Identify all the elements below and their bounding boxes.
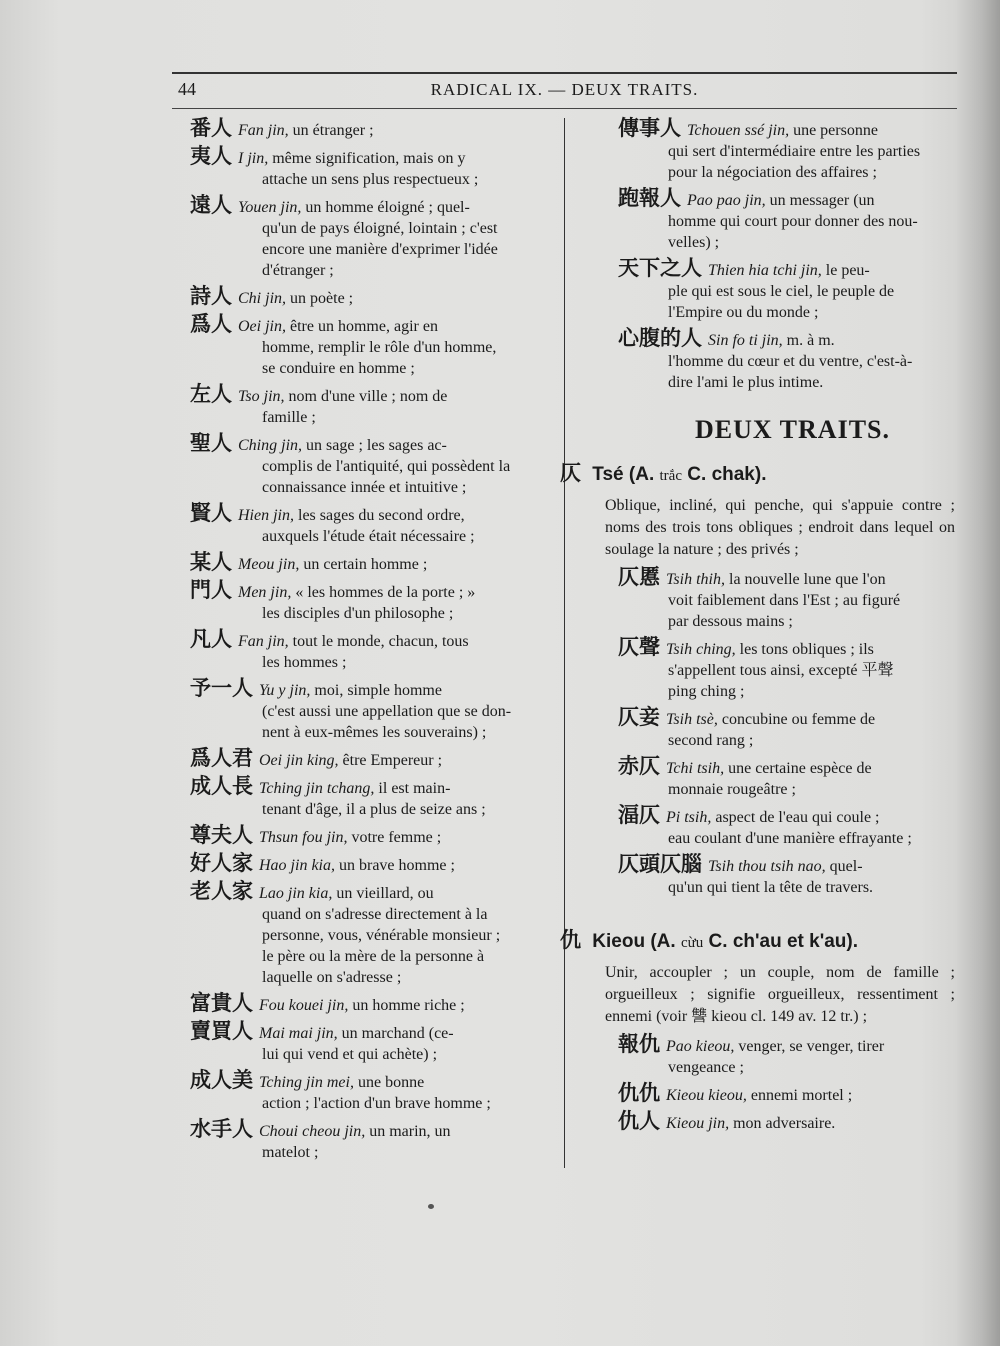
dictionary-entry xyxy=(560,567,955,632)
entry-text: un homme éloigné ; quel- xyxy=(305,199,470,216)
entry-text: aspect de l'eau qui coule ; xyxy=(715,809,880,826)
entry-romanization: Thien hia tchi jin, xyxy=(708,262,822,279)
entry-first-line xyxy=(618,707,955,730)
entry-first-line xyxy=(190,748,555,771)
entry-romanization: Oei jin, xyxy=(238,318,286,335)
entry-text: un brave homme ; xyxy=(339,857,455,874)
entry-romanization: Oei jin king, xyxy=(259,752,339,769)
entry-romanization: Tchi tsih, xyxy=(666,760,725,777)
entry-first-line xyxy=(190,881,555,904)
entry-hanzi: 賣買人 xyxy=(190,1019,253,1043)
entry-first-line xyxy=(190,825,555,848)
entry-romanization: Tching jin mei, xyxy=(259,1074,354,1091)
entry-romanization: I jin, xyxy=(238,150,269,167)
entry-romanization: Lao jin kia, xyxy=(259,885,333,902)
entry-first-line xyxy=(618,1083,955,1106)
radical-glyph: 仇 xyxy=(560,928,581,952)
radical-definition: Unir, accoupler ; un couple, nom de famille ; orgueilleux ; signifie orgueilleux, ressentiment ; ennemi (voir 讐 kieou cl. 149 av. 12 tr.) ; xyxy=(605,964,955,1025)
entry-first-line xyxy=(190,776,555,799)
entry-continuation: l'homme du cœur et du ventre, c'est-à- xyxy=(668,353,913,370)
entry-first-line xyxy=(618,756,955,779)
dictionary-entry xyxy=(560,756,955,800)
entry-text: un certain homme ; xyxy=(303,556,428,573)
entry-first-line xyxy=(190,993,555,1016)
entry-first-line xyxy=(190,384,555,407)
entry-hanzi: 門人 xyxy=(190,578,232,602)
cantonese-reading: chak). xyxy=(711,464,767,485)
entry-hanzi: 詩人 xyxy=(190,284,232,308)
entry-hanzi: 老人家 xyxy=(190,879,253,903)
entry-romanization: Tso jin, xyxy=(238,388,285,405)
entry-text: concubine ou femme de xyxy=(721,711,876,728)
entry-hanzi: 心腹的人 xyxy=(618,326,702,350)
cantonese-label: C. xyxy=(687,464,707,485)
entry-romanization: Chi jin, xyxy=(238,290,287,307)
spine-shadow xyxy=(955,0,1000,1346)
entry-first-line xyxy=(190,1070,555,1093)
entry-first-line xyxy=(618,637,955,660)
entry-continuation: monnaie rougeâtre ; xyxy=(668,781,796,798)
dictionary-entry xyxy=(190,384,555,428)
entry-romanization: Pao pao jin, xyxy=(687,192,766,209)
dictionary-entry xyxy=(560,258,955,323)
dictionary-entry xyxy=(190,748,555,771)
entry-romanization: Tsih ching, xyxy=(666,641,736,658)
entry-continuation: pour la négociation des affaires ; xyxy=(668,164,877,181)
entry-first-line xyxy=(618,1034,955,1057)
entry-continuation: connaissance innée et intuitive ; xyxy=(262,479,467,496)
annamite-label: (A. xyxy=(628,464,655,485)
entry-continuation: qu'un de pays éloigné, lointain ; c'est xyxy=(262,220,498,237)
entry-text: une personne xyxy=(793,122,878,139)
entry-continuation: complis de l'antiquité, qui possèdent la xyxy=(262,458,511,475)
entry-hanzi: 聖人 xyxy=(190,431,232,455)
entry-continuation: qui sert d'intermédiaire entre les parties xyxy=(668,143,921,160)
entry-continuation: laquelle on s'adresse ; xyxy=(262,969,402,986)
annamite-reading: cừu xyxy=(680,935,704,951)
entry-romanization: Hao jin kia, xyxy=(259,857,335,874)
entry-text: un vieillard, ou xyxy=(336,885,434,902)
entry-first-line xyxy=(618,567,955,590)
entry-first-line xyxy=(190,552,555,575)
entry-first-line xyxy=(618,1111,955,1134)
dictionary-entry xyxy=(560,637,955,702)
entry-continuation: les disciples d'un philosophe ; xyxy=(262,605,454,622)
entry-text: un homme riche ; xyxy=(352,997,465,1014)
entry-romanization: Tching jin tchang, xyxy=(259,780,375,797)
entry-continuation: l'Empire ou du monde ; xyxy=(668,304,819,321)
dictionary-entry xyxy=(190,580,555,624)
entry-romanization: Mai mai jin, xyxy=(259,1025,338,1042)
dictionary-entry xyxy=(560,1111,955,1134)
dictionary-entry xyxy=(190,433,555,498)
dictionary-entry xyxy=(560,188,955,253)
entry-romanization: Fou kouei jin, xyxy=(259,997,349,1014)
entry-continuation: (c'est aussi une appellation que se don- xyxy=(262,703,512,720)
dictionary-entry xyxy=(190,195,555,281)
entry-first-line xyxy=(190,580,555,603)
entry-hanzi: 仇仇 xyxy=(618,1081,660,1105)
entry-romanization: Fan jin, xyxy=(238,122,289,139)
entry-romanization: Pi tsih, xyxy=(666,809,712,826)
entry-continuation: second rang ; xyxy=(668,732,754,749)
entry-text: nom d'une ville ; nom de xyxy=(288,388,448,405)
left-column xyxy=(190,118,555,1168)
entry-continuation: matelot ; xyxy=(262,1144,319,1161)
entry-continuation: d'étranger ; xyxy=(262,262,334,279)
entry-text: votre femme ; xyxy=(351,829,442,846)
entry-first-line xyxy=(190,195,555,218)
entry-text: un marin, un xyxy=(369,1123,451,1140)
entry-hanzi: 予一人 xyxy=(190,676,253,700)
entry-first-line xyxy=(618,328,955,351)
dictionary-entry xyxy=(190,993,555,1016)
entry-continuation: action ; l'action d'un brave homme ; xyxy=(262,1095,491,1112)
radical-heading-tse xyxy=(560,457,955,487)
entry-romanization: Hien jin, xyxy=(238,507,294,524)
entry-continuation: tenant d'âge, il a plus de seize ans ; xyxy=(262,801,486,818)
entry-hanzi: 仄頭仄腦 xyxy=(618,852,702,876)
dictionary-entry xyxy=(190,1119,555,1163)
entry-hanzi: 遠人 xyxy=(190,193,232,217)
right-top-entries xyxy=(560,118,955,393)
entry-text: quel- xyxy=(829,858,863,875)
entry-hanzi: 爲人 xyxy=(190,312,232,336)
entry-romanization: Tsih thou tsih nao, xyxy=(708,858,826,875)
entry-hanzi: 成人美 xyxy=(190,1068,253,1092)
dictionary-entry xyxy=(560,1034,955,1078)
dictionary-entry xyxy=(190,776,555,820)
entry-continuation: quand on s'adresse directement à la xyxy=(262,906,488,923)
radical-name: Kieou xyxy=(592,931,646,952)
entry-romanization: Meou jin, xyxy=(238,556,300,573)
dictionary-entry xyxy=(190,881,555,988)
entry-continuation: dire l'ami le plus intime. xyxy=(668,374,824,391)
radical-entries xyxy=(560,1034,955,1134)
entry-romanization: Sin fo ti jin, xyxy=(708,332,783,349)
entry-first-line xyxy=(618,854,955,877)
entry-continuation: vengeance ; xyxy=(668,1059,744,1076)
dictionary-entry xyxy=(190,1021,555,1065)
entry-continuation: ple qui est sous le ciel, le peuple de xyxy=(668,283,895,300)
cantonese-reading: ch'au et k'au). xyxy=(732,931,858,952)
entry-continuation: homme, remplir le rôle d'un homme, xyxy=(262,339,497,356)
entry-romanization: Men jin, xyxy=(238,584,292,601)
entry-hanzi: 夷人 xyxy=(190,144,232,168)
entry-first-line xyxy=(190,853,555,876)
entry-first-line xyxy=(190,1119,555,1142)
entry-continuation: le père ou la mère de la personne à xyxy=(262,948,485,965)
entry-text: un marchand (ce- xyxy=(341,1025,454,1042)
entry-hanzi: 仄妾 xyxy=(618,705,660,729)
page-number: 44 xyxy=(178,79,196,99)
entry-romanization: Yu y jin, xyxy=(259,682,311,699)
entry-first-line xyxy=(190,1021,555,1044)
entry-continuation: eau coulant d'une manière effrayante ; xyxy=(668,830,912,847)
entry-hanzi: 湢仄 xyxy=(618,803,660,827)
entry-romanization: Kieou jin, xyxy=(666,1115,730,1132)
entry-hanzi: 富貴人 xyxy=(190,991,253,1015)
entry-hanzi: 報仇 xyxy=(618,1032,660,1056)
entry-text: une bonne xyxy=(357,1074,425,1091)
entry-hanzi: 凡人 xyxy=(190,627,232,651)
dictionary-entry xyxy=(190,825,555,848)
entry-hanzi: 番人 xyxy=(190,116,232,140)
entry-text: m. à m. xyxy=(786,332,835,349)
dictionary-entry xyxy=(560,118,955,183)
entry-text: un sage ; les sages ac- xyxy=(306,437,447,454)
dictionary-entry xyxy=(560,1083,955,1106)
entry-romanization: Thsun fou jin, xyxy=(259,829,348,846)
entry-first-line xyxy=(190,146,555,169)
entry-first-line xyxy=(190,503,555,526)
entry-text: un messager (un xyxy=(769,192,875,209)
entry-continuation: attache un sens plus respectueux ; xyxy=(262,171,479,188)
section-title: DEUX TRAITS. xyxy=(694,415,890,444)
dictionary-entry xyxy=(190,118,555,141)
entry-romanization: Ching jin, xyxy=(238,437,303,454)
entry-hanzi: 仄慝 xyxy=(618,565,660,589)
entry-hanzi: 賢人 xyxy=(190,501,232,525)
entry-hanzi: 好人家 xyxy=(190,851,253,875)
radical-definition: Oblique, incliné, qui penche, qui s'appuie contre ; noms des trois tons obliques ; endroit dans lequel on soulage la nature ; des privés ; xyxy=(605,497,955,558)
entry-hanzi: 水手人 xyxy=(190,1117,253,1141)
entry-continuation: lui qui vend et qui achète) ; xyxy=(262,1046,438,1063)
entry-text: un étranger ; xyxy=(292,122,374,139)
entry-hanzi: 跑報人 xyxy=(618,186,681,210)
ink-speck xyxy=(428,1204,434,1209)
entry-continuation: s'appellent tous ainsi, excepté 平聲 xyxy=(668,662,894,679)
entry-text: les sages du second ordre, xyxy=(298,507,465,524)
entry-hanzi: 左人 xyxy=(190,382,232,406)
entry-text: même signification, mais on y xyxy=(272,150,466,167)
entry-text: ennemi mortel ; xyxy=(750,1087,853,1104)
entry-continuation: personne, vous, vénérable monsieur ; xyxy=(262,927,501,944)
entry-hanzi: 仇人 xyxy=(618,1109,660,1133)
page-header xyxy=(172,72,957,109)
entry-first-line xyxy=(190,678,555,701)
entry-text: être un homme, agir en xyxy=(290,318,438,335)
cantonese-label: C. xyxy=(708,931,728,952)
dictionary-entry xyxy=(560,805,955,849)
dictionary-entry xyxy=(190,629,555,673)
entry-text: il est main- xyxy=(378,780,451,797)
dictionary-entry xyxy=(560,707,955,751)
entry-first-line xyxy=(190,118,555,141)
entry-text: le peu- xyxy=(825,262,870,279)
annamite-reading: trắc xyxy=(659,468,682,484)
dictionary-entry xyxy=(190,678,555,743)
entry-hanzi: 成人長 xyxy=(190,774,253,798)
dictionary-entry xyxy=(190,286,555,309)
dictionary-entry xyxy=(190,314,555,379)
entry-first-line xyxy=(618,118,955,141)
entry-romanization: Tchouen ssé jin, xyxy=(687,122,790,139)
entry-romanization: Tsih tsè, xyxy=(666,711,718,728)
radical-name: Tsé xyxy=(592,464,624,485)
entry-romanization: Tsih thih, xyxy=(666,571,725,588)
annamite-label: (A. xyxy=(650,931,676,952)
entry-text: une certaine espèce de xyxy=(728,760,872,777)
entry-hanzi: 天下之人 xyxy=(618,256,702,280)
entry-first-line xyxy=(190,629,555,652)
entry-romanization: Fan jin, xyxy=(238,633,289,650)
entry-text: un poète ; xyxy=(290,290,354,307)
dictionary-entry xyxy=(560,328,955,393)
entry-romanization: Choui cheou jin, xyxy=(259,1123,366,1140)
entry-text: être Empereur ; xyxy=(342,752,443,769)
entry-continuation: qu'un qui tient la tête de travers. xyxy=(668,879,874,896)
radical-glyph: 仄 xyxy=(560,461,581,485)
entry-continuation: famille ; xyxy=(262,409,316,426)
entry-romanization: Pao kieou, xyxy=(666,1038,735,1055)
entry-hanzi: 傳事人 xyxy=(618,116,681,140)
entry-continuation: nent à eux-mêmes les souverains) ; xyxy=(262,724,487,741)
running-head: RADICAL IX. — DEUX TRAITS. xyxy=(430,80,699,99)
entry-continuation: voit faiblement dans l'Est ; au figuré xyxy=(668,592,901,609)
entry-first-line xyxy=(618,188,955,211)
entry-text: tout le monde, chacun, tous xyxy=(292,633,469,650)
entry-text: les tons obliques ; ils xyxy=(739,641,874,658)
dictionary-entry xyxy=(560,854,955,898)
entry-continuation: les hommes ; xyxy=(262,654,347,671)
dictionary-entry xyxy=(190,146,555,190)
entry-continuation: encore une manière d'exprimer l'idée xyxy=(262,241,498,258)
entry-continuation: se conduire en homme ; xyxy=(262,360,415,377)
entry-text: la nouvelle lune que l'on xyxy=(729,571,886,588)
entry-hanzi: 赤仄 xyxy=(618,754,660,778)
entry-hanzi: 尊夫人 xyxy=(190,823,253,847)
dictionary-entry xyxy=(190,552,555,575)
entry-hanzi: 爲人君 xyxy=(190,746,253,770)
entry-text: venger, se venger, tirer xyxy=(738,1038,885,1055)
entry-first-line xyxy=(618,258,955,281)
entry-continuation: par dessous mains ; xyxy=(668,613,793,630)
entry-romanization: Kieou kieou, xyxy=(666,1087,747,1104)
right-column xyxy=(560,118,955,1139)
entry-continuation: ping ching ; xyxy=(668,683,745,700)
entry-continuation: velles) ; xyxy=(668,234,720,251)
dictionary-entry xyxy=(190,853,555,876)
entry-romanization: Youen jin, xyxy=(238,199,302,216)
entry-first-line xyxy=(190,433,555,456)
entry-hanzi: 仄聲 xyxy=(618,635,660,659)
entry-text: moi, simple homme xyxy=(314,682,442,699)
radical-entries xyxy=(560,567,955,898)
entry-text: mon adversaire. xyxy=(733,1115,836,1132)
dictionary-entry xyxy=(190,503,555,547)
entry-first-line xyxy=(190,314,555,337)
entry-first-line xyxy=(618,805,955,828)
radical-heading-kieou xyxy=(560,924,955,954)
entry-continuation: auxquels l'étude était nécessaire ; xyxy=(262,528,475,545)
dictionary-entry xyxy=(190,1070,555,1114)
entry-text: « les hommes de la porte ; » xyxy=(295,584,476,601)
entry-continuation: homme qui court pour donner des nou- xyxy=(668,213,918,230)
entry-first-line xyxy=(190,286,555,309)
entry-hanzi: 某人 xyxy=(190,550,232,574)
